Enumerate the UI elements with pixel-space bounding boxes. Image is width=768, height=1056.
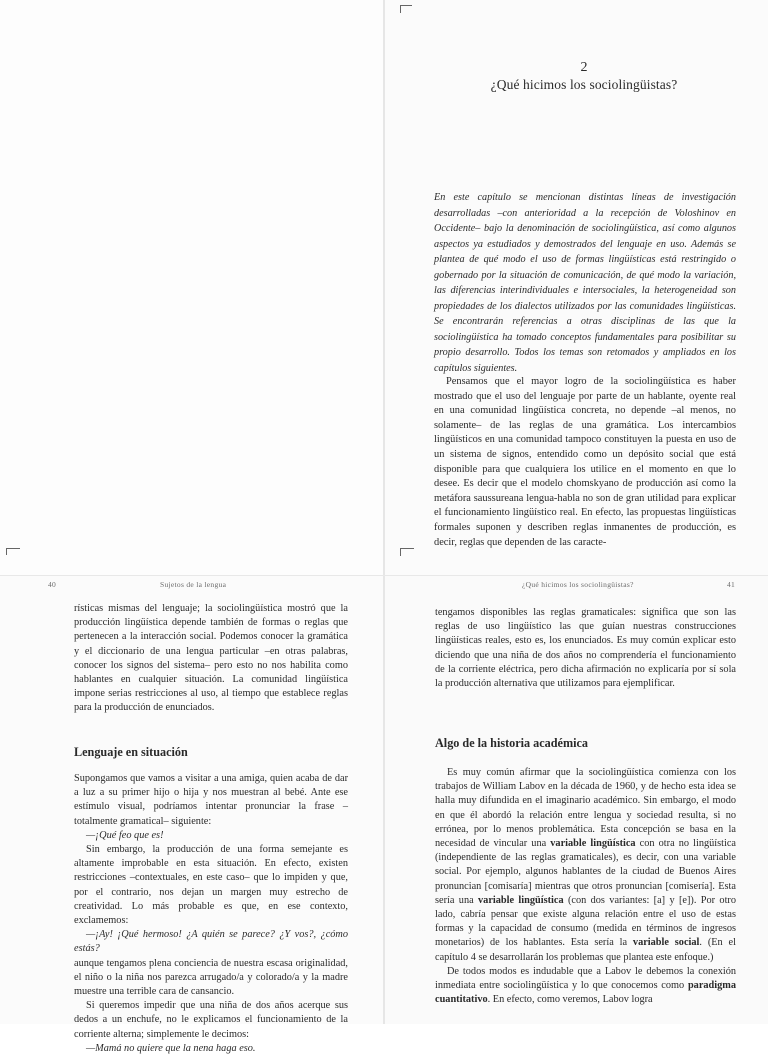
section-heading-lenguaje-en-situacion: Lenguaje en situación — [74, 745, 188, 759]
crop-mark — [400, 5, 401, 13]
term-variable-linguistica: variable lingüística — [550, 838, 636, 850]
crop-mark — [400, 548, 401, 556]
crop-mark — [400, 548, 414, 549]
paragraph: Es muy común afirmar que la sociolingüística comienza con los trabajos de William Labov en la década de 1960, y de hecho esta idea se halla muy difundida en el imaginario académico. Sin embargo, el modo en que él abordó la relación entre lengua y sociedad resulta, si no errónea, por lo menos problemática. Esta concepción se basa en la necesidad de vincular una variable lingüística con otra no lingüística (independiente de las reglas gramaticales), es decir, con una variable social. Por ejemplo, algunos hablantes de la ciudad de Buenos Aires pronuncian [comisaría] mientras que otros pronuncian [comisería]. Esta sería una variable lingüística (con dos variantes: [a] y [e]). Por otro lado, cabría pensar que existe alguna relación entre el uso de estas formas y la capacidad de consumo (medida en términos de ingresos monetarios) de los hablantes. Esta sería la variable social. (En el capítulo 4 se desarrollarán los problemas que plantea este enfoque.) — [435, 767, 737, 963]
folio-left: 40 — [48, 580, 57, 589]
page-41 — [384, 576, 768, 1024]
crop-mark — [400, 5, 412, 6]
paragraph: De todos modos es indudable que a Labov le debemos la conexión inmediata entre sociolingüística y lo que conocemos como paradigma cuantitativo. En efecto, como veremos, Labov logra — [435, 965, 736, 1006]
term-paradigma-cuantitativo: paradigma cuantitativo — [435, 980, 736, 1006]
chapter-title: ¿Qué hicimos los sociolingüistas? — [490, 77, 678, 92]
chapter-abstract: En este capítulo se mencionan distintas líneas de investigación desarrolladas –con anterioridad a la recepción de Voloshinov en Occidente– bajo la denominación de sociolingüística, así como algunos aspectos ya estudiados y demostrados del lenguaje en uso. Además se plantea de qué modo el uso de formas lingüísticas está restringido o gobernado por la situación de comunicación, de qué modo la variación, las diferencias interindividuales e intersociales, la heterogeneidad son propiedades de los dialectos utilizados por las comunidades lingüísticas. Se encontrarán referencias a otras disciplinas de las que la sociolingüística ha tomado conceptos fundamentales para posibilitar su propio desarrollo. Todos los temas son retomados y ampliados en los capítulos siguientes. — [434, 192, 736, 374]
continuation-paragraph: rísticas mismas del lenguaje; la sociolingüística mostró que la producción lingüística depende también de formas o reglas que pertenecen a la interacción social. Podemos conocer la gramática y el diccionario de una lengua particular –en otras palabras, conocer los signos del sistema– pero esto no nos habilita como hablantes en cualquier situación. La comunidad lingüística impone serias restricciones al uso, al tiempo que establece reglas para la producción de enunciados. — [74, 603, 348, 714]
term-variable-linguistica: variable lingüística — [478, 894, 564, 906]
intro-paragraph: Pensamos que el mayor logro de la sociolingüística es haber mostrado que el uso del lenguaje por parte de un hablante, oyente real en una comunidad lingüística concreta, no depende –al menos, no solamente– de las reglas de una gramática. Los intercambios lingüísticos en una comunidad tampoco constituyen la puesta en uso de un sistema de signos, entendido como un depósito social que está disponible para que cualquiera los utilice en el momento en que lo desee. Es decir que el modelo chomskyano de producción así como la metáfora saussureana lengua-habla no son de gran utilidad para explicar el funcionamiento lingüístico real. En efecto, las propuestas lingüísticas formales suponen y describen reglas inmanentes de producción, es decir, reglas que dependen de las caracte- — [434, 376, 736, 548]
scan-divider — [0, 575, 768, 576]
paragraph: Sin embargo, la producción de una forma semejante es altamente improbable en esta situación. En efecto, existen restricciones –contextuales, en este caso– que lo impiden y que, por el contrario, nos dejan un margen muy estrecho de creatividad. Lo más probable es que, en ese contexto, exclamemos: — [74, 844, 348, 927]
section-body — [435, 766, 736, 1007]
term-variable-social: variable social — [632, 937, 700, 949]
gutter-shadow — [383, 0, 385, 1024]
section-body — [74, 772, 348, 1056]
page-41-text-column — [435, 606, 736, 691]
paragraph: Si queremos impedir que una niña de dos años acerque sus dedos a un enchufe, no le explicamos el funcionamiento de la corriente alterna; simplemente le decimos: — [74, 1000, 348, 1040]
paragraph: Supongamos que vamos a visitar a una amiga, quien acaba de dar a luz a su primer hijo o hija y nos muestran al bebé. Ante ese estímulo visual, podríamos intentar pronunciar la frase –totalmente gramatical– siguiente: — [74, 773, 348, 827]
blank-page-left-top — [0, 0, 384, 575]
example-quote: —¡Qué feo que es! — [86, 829, 164, 841]
example-quote: —Mamá no quiere que la nena haga eso. — [86, 1042, 256, 1054]
page-40 — [0, 576, 384, 1054]
paragraph: aunque tengamos plena conciencia de nuestra escasa originalidad, el niño o la niña nos parezca arrugado/a y colorado/a y la madre muestre una terrible cara de cansancio. — [74, 957, 348, 998]
page-40-text-column — [74, 602, 348, 716]
crop-mark — [6, 548, 20, 549]
folio-right: 41 — [727, 580, 736, 589]
running-head-left: Sujetos de la lengua — [160, 580, 227, 589]
running-head-right: ¿Qué hicimos los sociolingüistas? — [522, 580, 634, 589]
example-quote: —¡Ay! ¡Qué hermoso! ¿A quién se parece? ¿Y vos?, ¿cómo estás? — [74, 929, 348, 955]
chapter-opening-page: 2 ¿Qué hicimos los sociolingüistas? En este capítulo se mencionan distintas líneas de investigación desarrolladas –con anterioridad a la recepción de Voloshinov en Occidente– bajo la denominación de sociolingüística, así como algunos aspectos ya estudiados y demostrados del lenguaje en uso. Además se plantea de qué modo el uso de formas lingüísticas está restringido o gobernado por la situación de comunicación, de qué modo la variación, las diferencias interindividuales e intersociales, la heterogeneidad son propiedades de los dialectos utilizados por las comunidades lingüísticas. Se encontrarán referencias a otras disciplinas de las que la sociolingüística ha tomado conceptos fundamentales para posibilitar su propio desarrollo. Todos los temas son retomados y ampliados en los capítulos siguientes. Pensamos que el mayor logro de la sociolingüística es haber mostrado que el uso del lenguaje por parte de un hablante, oyente real en una comunidad lingüística concreta, no depende –al menos, no solamente– de las reglas de una gramática. Los intercambios lingüísticos en una comunidad tampoco constituyen la puesta en uso de un sistema de signos, entendido como un depósito social que está disponible para que cualquiera los utilice en el momento en que lo desee. Es decir que el modelo chomskyano de producción así como la metáfora saussureana lengua-habla no son de gran utilidad para explicar el funcionamiento lingüístico real. En efecto, las propuestas lingüísticas formales suponen y describen reglas inmanentes de producción, es decir, reglas que dependen de las caracte- — [384, 0, 768, 575]
crop-mark — [6, 548, 7, 555]
section-heading-historia-academica: Algo de la historia académica — [435, 736, 589, 750]
continuation-paragraph: tengamos disponibles las reglas gramaticales: significa que son las reglas de uso lingüístico las que guían nuestras construcciones lingüísticas reales, esto es, los enunciados. Es muy común explicar esto diciendo que una niña de dos años no comprendería el funcionamiento de la corriente eléctrica, pero dicha afirmación no explicaría por sí sola la producción alternativa que utilizamos para ejemplificar. — [435, 607, 736, 690]
